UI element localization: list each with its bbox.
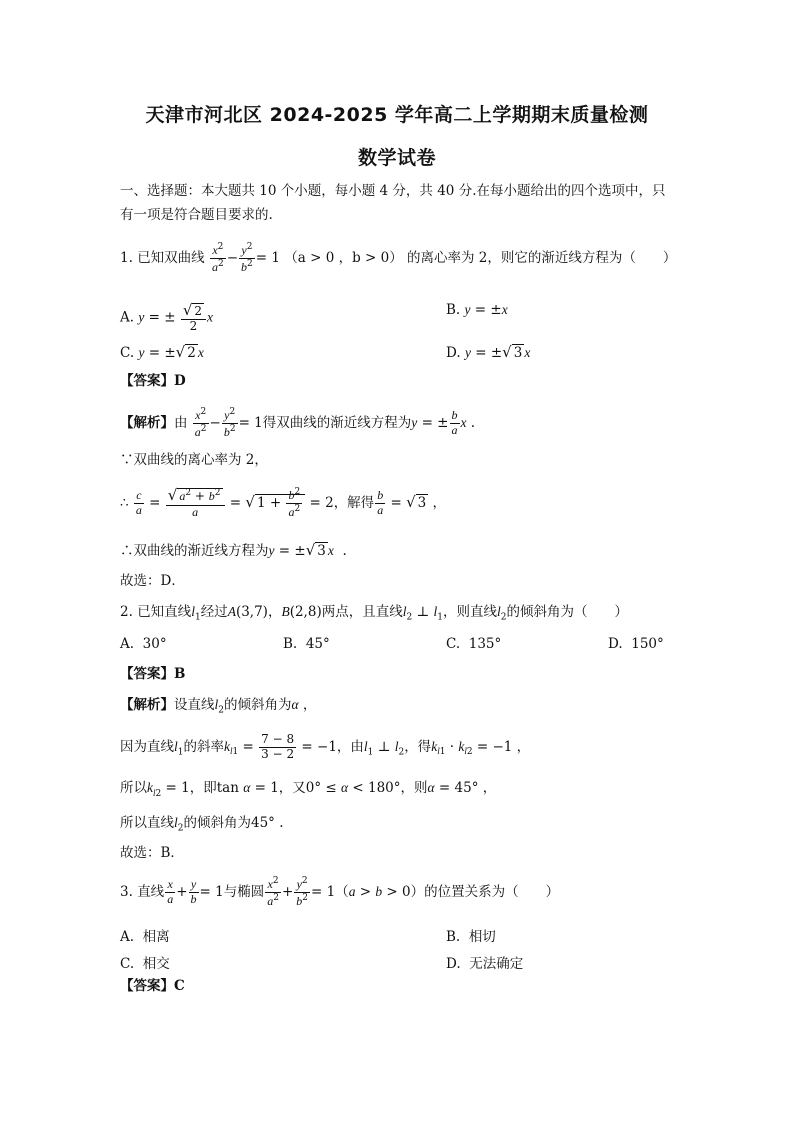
page-subtitle: 数学试卷 — [357, 147, 436, 169]
section-intro-line1: 一、选择题：本大题共 10 个小题，每小题 4 分，共 40 分.在每小题给出的四个选项中，只 — [120, 183, 666, 199]
option-label: C. — [120, 345, 135, 361]
question-3: 3. 直线 $\frac{x}{a}$ + $\frac{y}{b}$ = 1与椭圆 $\frac{x^2}{a^2}$ + $\frac{y^2}{b^2}$ = 1（a > b > 0）的位置关系为（ ） — [120, 876, 560, 908]
option-a: A. 相离 — [120, 929, 170, 945]
option-label: B. — [446, 302, 461, 318]
math-fraction: $\frac{√ 2}{2}$ — [181, 302, 206, 334]
answer-q1: 【答案】D — [120, 373, 186, 389]
option-label: D. — [446, 345, 461, 361]
analysis-q2-line3: 所以$k_{l2} = 1$，即tan α = 1，又0° ≤ α < 180°，则α = 45° ， — [120, 780, 497, 799]
answer-q2: 【答案】B — [120, 666, 186, 682]
option-d: D. 150° — [608, 636, 664, 652]
analysis-q1-line4: ∴双曲线的渐近线方程为y = ±√ 3 x . — [120, 541, 347, 559]
option-c: C. y = ±√ 2 x — [120, 343, 204, 361]
conclusion-q2: 故选：B． — [120, 845, 184, 861]
question-condition: （a > 0 ，b > 0） — [284, 249, 403, 266]
analysis-q1-line3: ∴ $\frac{c}{a}$ = $\frac{√ a^2 + b^2}{a}$ = √ 1 + $\frac{b^2}{a^2}$ = 2，解得 $\frac{b}{a}$ = √ 3 ， — [120, 486, 447, 519]
option-c: C. 135° — [446, 636, 502, 652]
option-b: B. y = ±x — [446, 302, 508, 318]
option-d: D. 无法确定 — [446, 956, 524, 972]
answer-q3: 【答案】C — [120, 978, 185, 994]
section-intro-line2: 有一项是符合题目要求的. — [120, 207, 273, 223]
option-c: C. 相交 — [120, 956, 170, 972]
option-a: A. y = ± $\frac{√ 2}{2}$ x — [120, 301, 214, 334]
question-number: 1. — [120, 249, 133, 266]
option-label: A. — [120, 309, 135, 326]
option-b: B. 相切 — [446, 929, 496, 945]
analysis-q2-line2: 因为直线$l_1$的斜率$k_{l1}$ = $\frac{7 - 8}{3 - 2}$ = −1，由$l_1$ ⊥ $l_2$，得$k_{l1} \cdot k_{l2} = -1$ ， — [120, 732, 531, 761]
question-1: 1. 已知双曲线 $\frac{x^2}{a^2}$ − $\frac{y^2}{b^2}$ = 1 （a > 0 ，b > 0） 的离心率为 2，则它的渐近线方程为（ ） — [120, 242, 677, 274]
page-title: 天津市河北区 2024-2025 学年高二上学期期末质量检测 — [145, 104, 649, 126]
option-d: D. y = ±√ 3 x — [446, 343, 531, 361]
math-fraction: $\frac{x^2}{a^2}$ — [211, 242, 224, 274]
analysis-q1-line1: 【解析】由 $\frac{x^2}{a^2}$ − $\frac{y^2}{b^2}$ = 1得双曲线的渐近线方程为y = ± $\frac{b}{a}$ x . — [120, 407, 476, 439]
conclusion-q1: 故选：D． — [120, 573, 185, 589]
analysis-q2-line4: 所以直线$l_2$的倾斜角为45° . — [120, 815, 284, 834]
question-text: 的离心率为 2，则它的渐近线方程为（ ） — [407, 249, 677, 266]
option-a: A. 30° — [120, 636, 167, 652]
question-text: 已知双曲线 — [137, 249, 205, 266]
math-fraction: $\frac{y^2}{b^2}$ — [241, 242, 253, 274]
analysis-q2-line1: 【解析】设直线$l_2$的倾斜角为α ， — [120, 697, 317, 716]
analysis-q1-line2: ∵双曲线的离心率为 2， — [120, 452, 268, 468]
option-b: B. 45° — [283, 636, 330, 652]
question-2: 2. 已知直线$l_1$经过A(3,7)，B(2,8)两点，且直线$l_2$ ⊥ $l_1$，则直线$l_2$的倾斜角为（ ） — [120, 604, 628, 623]
